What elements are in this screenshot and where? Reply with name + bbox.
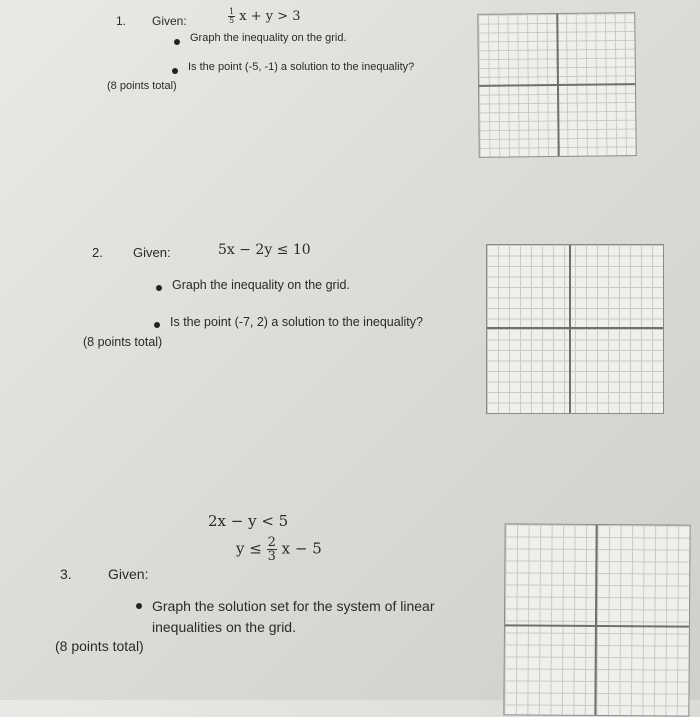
problem-2-points: (8 points total)	[83, 335, 163, 349]
bullet-line-2: inequalities on the grid.	[152, 619, 296, 635]
problem-2-bullet-graph: Graph the inequality on the grid.	[172, 278, 350, 292]
problem-3-inequality-b	[236, 536, 322, 563]
grid-x-axis	[505, 624, 689, 627]
bullet-line-1: Graph the solution set for the system of linear	[152, 598, 435, 614]
problem-1-bullet-point: Is the point (-5, -1) a solution to the inequality?	[188, 61, 415, 73]
problem-2-number: 2.	[92, 245, 103, 260]
fraction-numerator: 1	[229, 7, 235, 16]
problem-1-given-label: Given:	[152, 14, 187, 28]
problem-1-points: (8 points total)	[107, 80, 177, 92]
problem-3-bullet-graph	[152, 596, 434, 638]
problem-2-bullet-point: Is the point (-7, 2) a solution to the inequality?	[170, 315, 423, 329]
fraction-denominator: 5	[229, 16, 235, 25]
fraction-numerator: 2	[267, 535, 276, 550]
problem-3-given-label: Given:	[108, 566, 149, 582]
problem-3-inequality-a: 2x − y < 5	[208, 512, 289, 530]
problem-2-given-label: Given:	[133, 245, 171, 260]
fraction-denominator: 3	[267, 549, 276, 564]
grid-x-axis	[487, 327, 663, 329]
inequality-rest: x + y > 3	[239, 9, 301, 24]
problem-1-bullet-graph: Graph the inequality on the grid.	[190, 32, 347, 44]
grid-y-axis	[594, 525, 597, 715]
problem-1-graph-grid[interactable]	[477, 12, 636, 158]
problem-3-graph-grid[interactable]	[503, 523, 690, 716]
inequality-left: y ≤	[236, 539, 262, 558]
problem-1-inequality	[228, 8, 301, 25]
problem-2-inequality: 5x − 2y ≤ 10	[218, 242, 311, 258]
problem-2-graph-grid[interactable]	[486, 244, 664, 414]
inequality-right: x − 5	[281, 539, 322, 558]
grid-y-axis	[569, 245, 571, 413]
problem-1-number: 1.	[116, 14, 127, 28]
problem-3-number: 3.	[60, 566, 72, 582]
problem-3-points: (8 points total)	[55, 638, 144, 654]
